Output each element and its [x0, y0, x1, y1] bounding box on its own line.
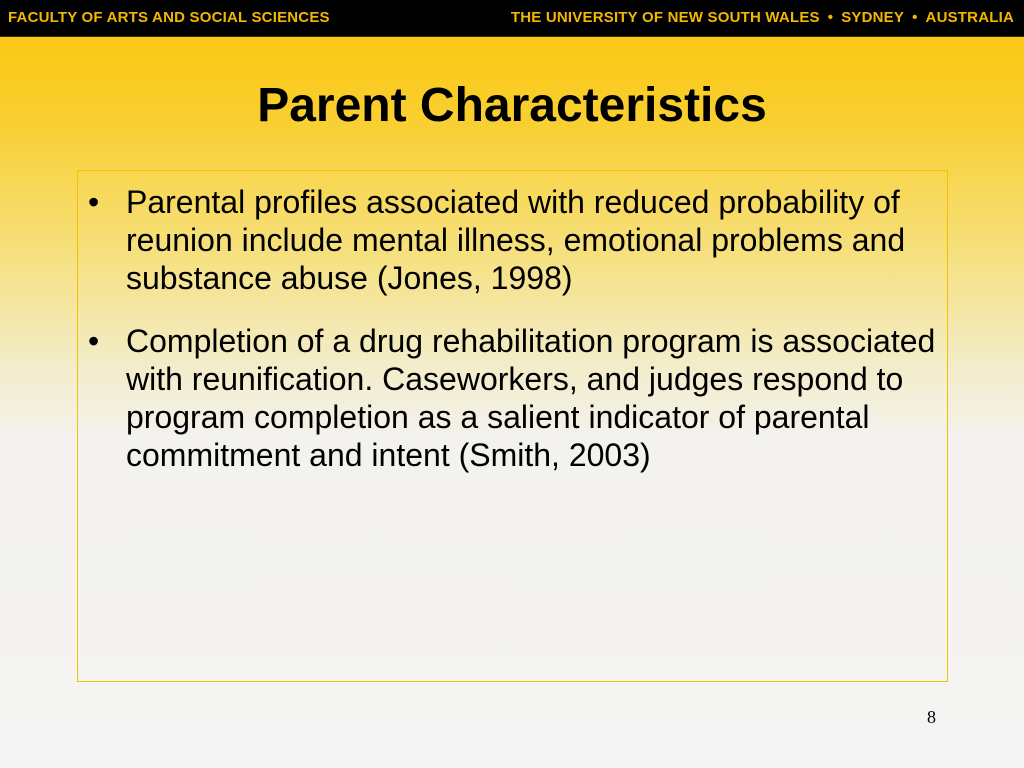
- bullet-dot: •: [88, 323, 100, 359]
- bullet-text: Completion of a drug rehabilitation program is associated with reunification. Caseworkers, and judges respond to program completion as a salient indicator of parental commitment and intent (Smith, 2003): [126, 323, 936, 473]
- slide-title: Parent Characteristics: [257, 79, 767, 132]
- header-banner: [0, 0, 1024, 37]
- bullet-dot: •: [88, 184, 100, 220]
- separator-dot: •: [912, 9, 918, 26]
- university-line: [511, 9, 1014, 26]
- bullet-item: [88, 183, 938, 297]
- bullet-item: [88, 322, 938, 474]
- faculty-name: FACULTY OF ARTS AND SOCIAL SCIENCES: [8, 9, 330, 26]
- page-number: 8: [927, 707, 936, 727]
- content-box: [77, 170, 948, 682]
- bullet-list: [88, 183, 938, 499]
- city-name: SYDNEY: [841, 9, 905, 26]
- separator-dot: •: [827, 9, 834, 26]
- bullet-text: Parental profiles associated with reduced probability of reunion include mental illness, emotional problems and substance abuse (Jones, 1998): [126, 184, 906, 296]
- country-name: AUSTRALIA: [925, 9, 1014, 26]
- university-name: THE UNIVERSITY OF NEW SOUTH WALES: [510, 9, 820, 26]
